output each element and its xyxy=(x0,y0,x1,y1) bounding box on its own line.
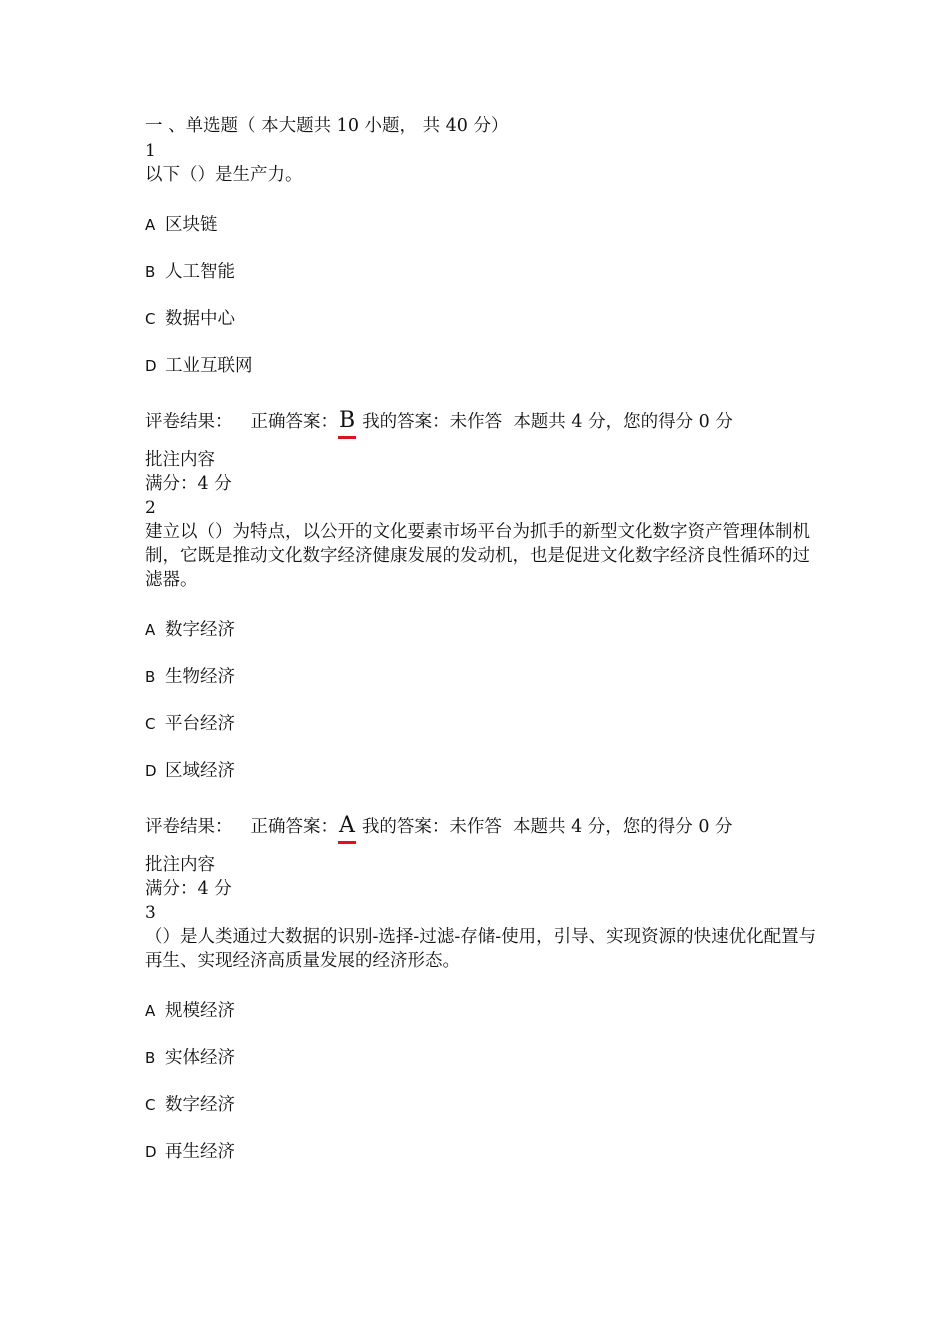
exam-document xyxy=(145,114,825,1176)
option-letter: B xyxy=(145,668,156,686)
option-text: 人工智能 xyxy=(165,262,235,282)
option-text: 实体经济 xyxy=(165,1048,235,1068)
annotation-label: 批注内容 xyxy=(145,450,215,470)
question-1 xyxy=(145,139,825,496)
option-b[interactable] xyxy=(145,654,825,701)
question-number: 1 xyxy=(145,141,156,161)
result-label: 评卷结果： xyxy=(145,817,233,837)
option-letter: D xyxy=(145,1143,157,1161)
full-score: 满分：4 分 xyxy=(145,879,232,899)
option-a[interactable] xyxy=(145,988,825,1035)
option-text: 平台经济 xyxy=(165,714,235,734)
option-letter: D xyxy=(145,762,157,780)
my-answer: 我的答案：未作答 xyxy=(361,817,502,837)
option-text: 数字经济 xyxy=(165,620,235,640)
option-letter: C xyxy=(145,310,156,328)
option-text: 数据中心 xyxy=(165,309,235,329)
question-stem: （）是人类通过大数据的识别-选择-过滤-存储-使用，引导、实现资源的快速优化配置与再生、实现经济高质量发展的经济形态。 xyxy=(145,927,817,971)
score-info: 本题共 4 分，您的得分 0 分 xyxy=(513,817,733,837)
option-b[interactable] xyxy=(145,249,825,296)
section-title: 一 、单选题（ 本大题共 10 小题， 共 40 分） xyxy=(145,116,509,136)
option-letter: C xyxy=(145,715,156,733)
correct-answer-label: 正确答案： xyxy=(250,412,338,432)
score-info: 本题共 4 分，您的得分 0 分 xyxy=(513,412,733,432)
option-letter: D xyxy=(145,357,157,375)
correct-answer-value: A xyxy=(339,813,355,838)
option-b[interactable] xyxy=(145,1035,825,1082)
option-text: 规模经济 xyxy=(165,1001,235,1021)
option-text: 区域经济 xyxy=(165,761,235,781)
option-text: 区块链 xyxy=(165,215,218,235)
correct-answer-label: 正确答案： xyxy=(250,817,338,837)
grading-result xyxy=(145,811,825,843)
option-d[interactable] xyxy=(145,1129,825,1176)
question-2 xyxy=(145,496,825,901)
option-c[interactable] xyxy=(145,296,825,343)
result-label: 评卷结果： xyxy=(145,412,233,432)
option-letter: C xyxy=(145,1096,156,1114)
option-c[interactable] xyxy=(145,1082,825,1129)
my-answer: 我的答案：未作答 xyxy=(362,412,503,432)
option-letter: A xyxy=(145,621,156,639)
full-score: 满分：4 分 xyxy=(145,474,232,494)
correct-answer-value: B xyxy=(339,408,356,433)
option-letter: B xyxy=(145,263,156,281)
option-text: 工业互联网 xyxy=(165,356,253,376)
grading-result xyxy=(145,406,825,438)
option-letter: A xyxy=(145,216,156,234)
option-d[interactable] xyxy=(145,343,825,390)
option-text: 生物经济 xyxy=(165,667,235,687)
question-stem: 建立以（）为特点，以公开的文化要素市场平台为抓手的新型文化数字资产管理体制机制，它既是推动文化数字经济健康发展的发动机，也是促进文化数字经济良性循环的过滤器。 xyxy=(145,522,810,590)
option-letter: B xyxy=(145,1049,156,1067)
question-3 xyxy=(145,901,825,1176)
option-c[interactable] xyxy=(145,701,825,748)
option-a[interactable] xyxy=(145,202,825,249)
question-stem: 以下（）是生产力。 xyxy=(145,165,303,185)
question-number: 2 xyxy=(145,498,156,518)
option-letter: A xyxy=(145,1002,156,1020)
option-text: 再生经济 xyxy=(165,1142,235,1162)
question-number: 3 xyxy=(145,903,156,923)
option-a[interactable] xyxy=(145,607,825,654)
option-text: 数字经济 xyxy=(165,1095,235,1115)
option-d[interactable] xyxy=(145,748,825,795)
annotation-label: 批注内容 xyxy=(145,855,215,875)
